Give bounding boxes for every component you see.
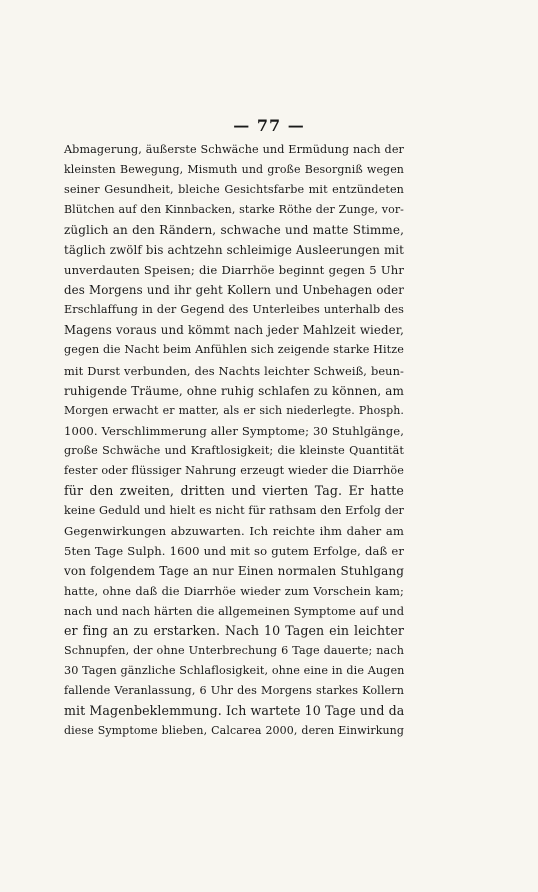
text-line: mit Magenbeklemmung. Ich wartete 10 Tage und da: [64, 703, 405, 719]
text-line: mit Durst verbunden, des Nachts leichter Schweiß, beun-: [64, 363, 404, 378]
body-text: [64, 140, 404, 741]
text-line: Abmagerung, äußerste Schwäche und Ermüdung nach der: [64, 143, 404, 156]
text-line: gegen die Nacht beim Anfühlen sich zeigende starke Hitze: [64, 343, 404, 357]
text-line: hatte, ohne daß die Diarrhöe wieder zum Vorschein kam;: [64, 584, 404, 599]
text-line: täglich zwölf bis achtzehn schleimige Ausleerungen mit: [64, 243, 404, 258]
text-line: Schnupfen, der ohne Unterbrechung 6 Tage dauerte; nach: [64, 644, 404, 658]
text-line: nach und nach härten die allgemeinen Symptome auf und: [64, 604, 405, 619]
text-line: keine Geduld und hielt es nicht für rathsam den Erfolg der: [64, 503, 404, 517]
text-line: 30 Tagen gänzliche Schlaflosigkeit, ohne eine in die Augen: [64, 664, 405, 678]
text-line: unverdauten Speisen; die Diarrhöe beginnt gegen 5 Uhr: [64, 263, 404, 278]
text-line: Blütchen auf den Kinnbacken, starke Röthe der Zunge, vor-: [64, 203, 404, 217]
text-line: Morgen erwacht er matter, als er sich niederlegte. Phosph.: [64, 403, 404, 417]
text-line: Erschlaffung in der Gegend des Unterleibes unterhalb des: [64, 303, 404, 317]
text-line: für den zweiten, dritten und vierten Tag. Er hatte: [64, 482, 404, 498]
text-line: er fing an zu erstarken. Nach 10 Tagen ein leichter: [64, 623, 404, 639]
text-line: Magens voraus und kömmt nach jeder Mahlzeit wieder,: [64, 323, 404, 338]
text-line: fester oder flüssiger Nahrung erzeugt wieder die Diarrhöe: [64, 463, 404, 477]
text-line: des Morgens und ihr geht Kollern und Unbehagen oder: [64, 283, 404, 298]
text-line: fallende Veranlassung, 6 Uhr des Morgens starkes Kollern: [64, 684, 404, 698]
text-line: ruhigende Träume, ohne ruhig schlafen zu können, am: [64, 383, 404, 398]
text-line: von folgendem Tage an nur Einen normalen Stuhlgang: [64, 563, 404, 578]
text-line: 1000. Verschlimmerung aller Symptome; 30 Stuhlgänge,: [64, 423, 404, 438]
text-line: züglich an den Rändern, schwache und matte Stimme,: [64, 223, 404, 238]
text-line: kleinsten Bewegung, Mismuth und große Besorgniß wegen: [64, 163, 404, 177]
text-line: 5ten Tage Sulph. 1600 und mit so gutem Erfolge, daß er: [64, 543, 404, 558]
text-line: seiner Gesundheit, bleiche Gesichtsfarbe mit entzündeten: [64, 183, 404, 197]
text-line: große Schwäche und Kraftlosigkeit; die kleinste Quantität: [64, 443, 404, 457]
text-line: Gegenwirkungen abzuwarten. Ich reichte ihm daher am: [64, 523, 404, 538]
text-line: diese Symptome blieben, Calcarea 2000, deren Einwirkung: [64, 724, 404, 738]
page-number: — 77 —: [233, 116, 305, 135]
